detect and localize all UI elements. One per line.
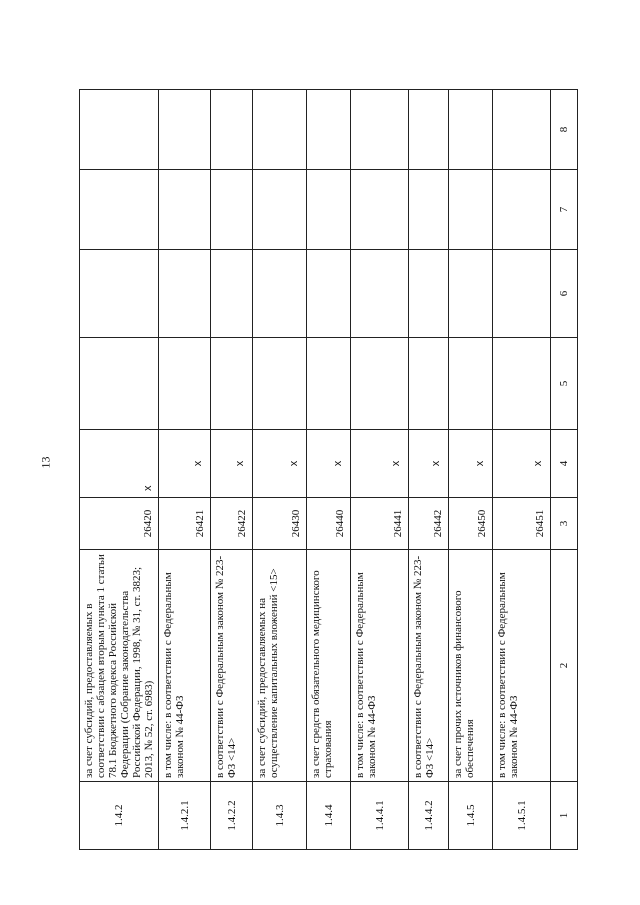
column-number: 8 — [551, 90, 578, 170]
row-code: 26450 — [449, 498, 493, 550]
column-number: 4 — [551, 430, 578, 498]
row-number: 1.4.4 — [307, 782, 351, 850]
budget-table — [79, 89, 578, 850]
table-row — [159, 90, 211, 850]
row-description: за счет средств обязательного медицинского страхования — [307, 550, 351, 782]
table-row — [253, 90, 307, 850]
row-number: 1.4.4.1 — [351, 782, 409, 850]
table-row — [307, 90, 351, 850]
column-number: 1 — [551, 782, 578, 850]
row-description: в том числе: в соответствии с Федеральным законом № 44-ФЗ — [351, 550, 409, 782]
column-number: 3 — [551, 498, 578, 550]
row-code: 26441 — [351, 498, 409, 550]
column-number: 7 — [551, 170, 578, 250]
table-row — [449, 90, 493, 850]
row-description: за счет прочих источников финансового обеспечения — [449, 550, 493, 782]
row-description: за счет субсидий, предоставляемых в соответствии с абзацем вторым пункта 1 статьи 78.1 Бюджетного кодекса Российской Федерации (Собрание законодательства Российской Федерации, 1998, № 31, ст. 3823; 2013, № 52, ст. 6983) — [80, 550, 159, 782]
row-description: за счет субсидий, предоставляемых на осуществление капитальных вложений <15> — [253, 550, 307, 782]
row-description: в соответствии с Федеральным законом № 223-ФЗ <14> — [211, 550, 253, 782]
column-number-row — [551, 90, 578, 850]
row-code: 26422 — [211, 498, 253, 550]
row-description: в соответствии с Федеральным законом № 223-ФЗ <14> — [409, 550, 449, 782]
row-mark: x — [532, 460, 544, 467]
row-number: 1.4.2.1 — [159, 782, 211, 850]
row-mark: x — [192, 460, 204, 467]
row-code: 26430 — [253, 498, 307, 550]
column-number: 5 — [551, 338, 578, 430]
table-row — [409, 90, 449, 850]
row-code: 26421 — [159, 498, 211, 550]
row-number: 1.4.5.1 — [493, 782, 551, 850]
row-code: 26442 — [409, 498, 449, 550]
row-number: 1.4.2 — [80, 782, 159, 850]
row-mark: x — [430, 460, 442, 467]
row-mark: x — [474, 460, 486, 467]
row-code: 26451 — [493, 498, 551, 550]
row-code: 26420 — [80, 498, 159, 550]
table-row — [80, 90, 159, 850]
row-description: в том числе: в соответствии с Федеральным законом № 44-ФЗ — [159, 550, 211, 782]
table-row — [211, 90, 253, 850]
column-number: 6 — [551, 250, 578, 338]
row-mark: x — [332, 460, 344, 467]
row-mark: x — [142, 485, 154, 491]
row-mark: x — [390, 460, 402, 467]
row-mark: x — [288, 460, 300, 467]
table-frame — [79, 90, 614, 850]
page-number: 13 — [38, 456, 53, 469]
row-number: 1.4.3 — [253, 782, 307, 850]
column-number: 2 — [551, 550, 578, 782]
row-number: 1.4.2.2 — [211, 782, 253, 850]
table-row — [351, 90, 409, 850]
table-row — [493, 90, 551, 850]
row-number: 1.4.4.2 — [409, 782, 449, 850]
row-mark: x — [234, 460, 246, 467]
row-description: в том числе: в соответствии с Федеральным законом № 44-ФЗ — [493, 550, 551, 782]
row-code: 26440 — [307, 498, 351, 550]
row-number: 1.4.5 — [449, 782, 493, 850]
